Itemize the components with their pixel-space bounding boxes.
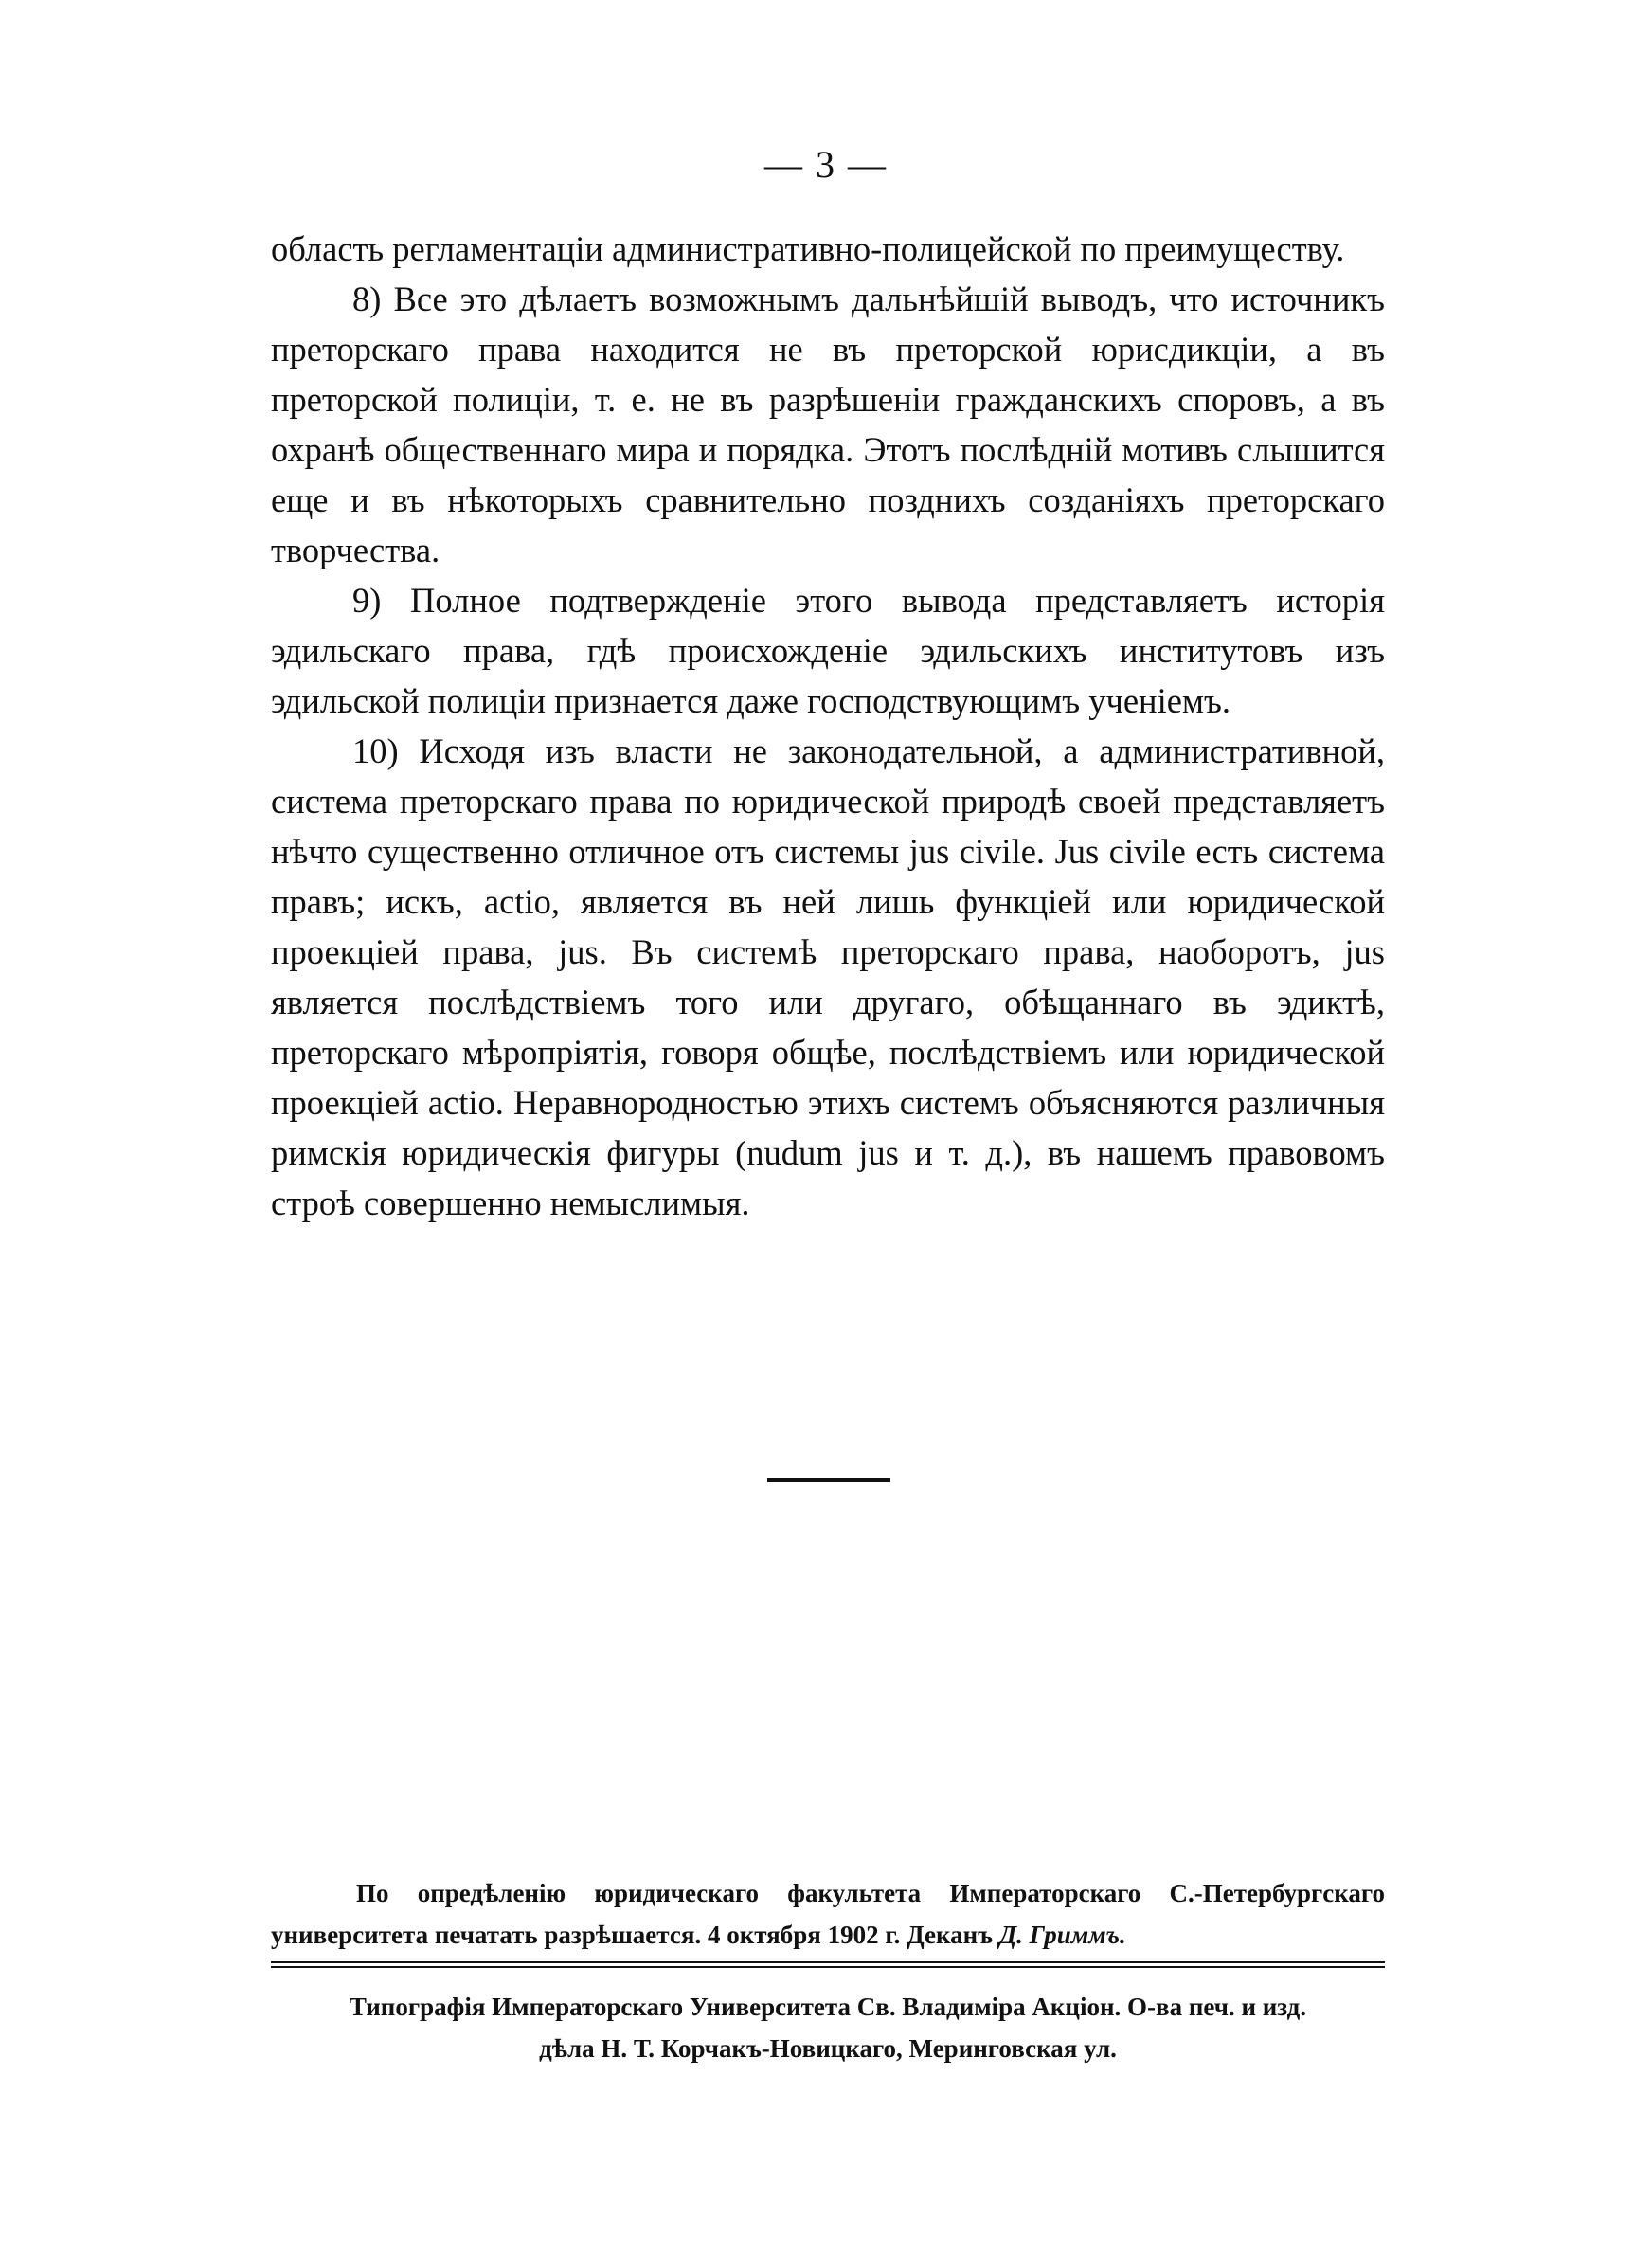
page-number: — 3 — (764, 143, 888, 186)
paragraph-continuation: область регламентаціи административно-полицейской по преимуществу. (271, 229, 1345, 268)
printer-line-2: дѣла Н. Т. Корчакъ-Новицкаго, Меринговская ул. (539, 2034, 1117, 2063)
paragraph-point-10: 10) Исходя изъ власти не законодательной, а административной, система преторскаго права по юридической природѣ своей представляетъ нѣчто существенно отличное отъ системы jus civile. Jus civile есть система правъ; искъ, actio, является въ ней лишь функціей или юридической проекціей права, jus. Въ системѣ преторскаго права, наоборотъ, jus является послѣдствіемъ того или другаго, обѣщаннаго въ эдиктѣ, преторскаго мѣропріятія, говоря общѣе, послѣдствіемъ или юридической проекціей actio. Неравнородностью этихъ системъ объясняются различныя римскія юридическія фигуры (nudum jus и т. д.), въ нашемъ правовомъ строѣ совершенно немыслимыя. (271, 731, 1385, 1222)
printer-imprint (271, 1986, 1385, 2069)
imprimatur-paragraph (271, 1872, 1385, 1956)
imprint-divider (271, 1961, 1385, 1968)
main-text (271, 224, 1385, 1228)
paragraph-point-8: 8) Все это дѣлаетъ возможнымъ дальнѣйшій выводъ, что источникъ преторскаго права находится не въ преторской юрисдикціи, а въ преторской полиціи, т. е. не въ разрѣшеніи гражданскихъ споровъ, а въ охранѣ общественнаго мира и порядка. Этотъ послѣдній мотивъ слышится еще и въ нѣкоторыхъ сравнительно позднихъ созданіяхъ преторскаго творчества. (271, 280, 1385, 569)
end-of-text-rule (767, 1478, 890, 1482)
dean-signature: Д. Гриммъ. (998, 1921, 1126, 1949)
printer-line-1: Типографія Императорскаго Университета Св. Владиміра Акціон. О-ва печ. и изд. (349, 1993, 1307, 2021)
imprimatur-note (271, 1872, 1385, 1956)
paragraph-point-9: 9) Полное подтвержденіе этого вывода представляетъ исторія эдильскаго права, гдѣ происхожденіе эдильскихъ институтовъ изъ эдильской полиціи признается даже господствующимъ ученіемъ. (271, 581, 1385, 720)
imprimatur-text: По опредѣленію юридическаго факультета Императорскаго С.-Петербургскаго университета печатать разрѣшается. 4 октября 1902 г. Деканъ (271, 1879, 1385, 1949)
